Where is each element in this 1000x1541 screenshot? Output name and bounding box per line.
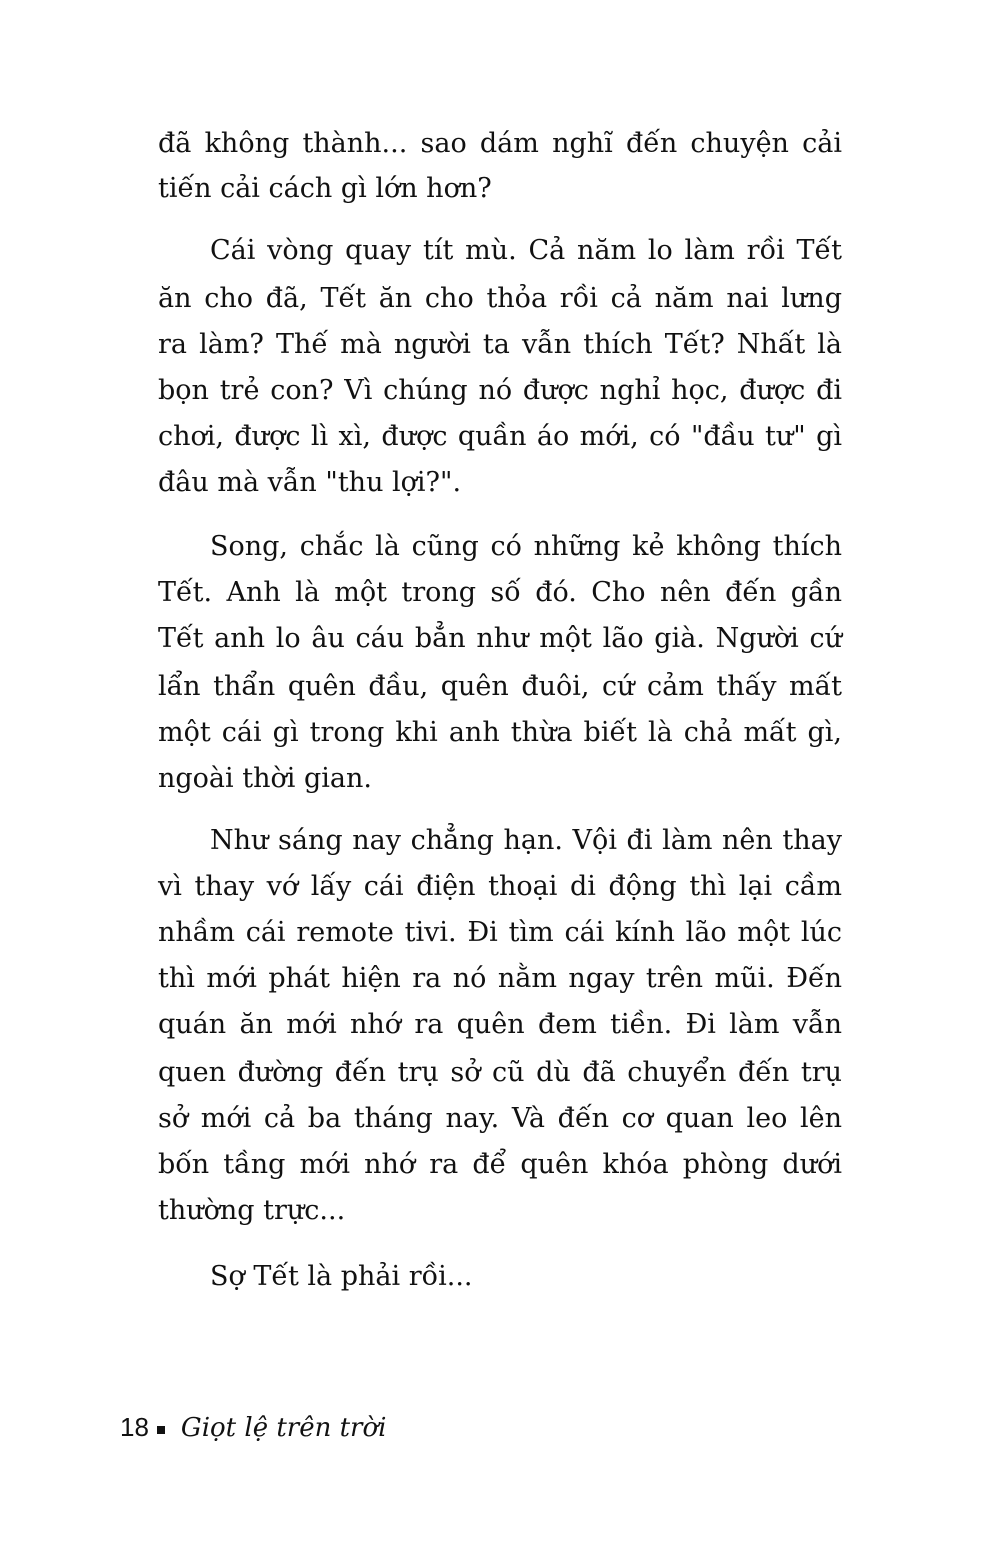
text-line: bọn trẻ con? Vì chúng nó được nghỉ học, được đi: [158, 375, 842, 406]
text-line: sở mới cả ba tháng nay. Và đến cơ quan leo lên: [158, 1103, 842, 1134]
text-line: chơi, được lì xì, được quần áo mới, có "đầu tư" gì: [158, 421, 842, 452]
text-line: ăn cho đã, Tết ăn cho thỏa rồi cả năm nai lưng: [158, 283, 842, 314]
text-line: lẩn thẩn quên đầu, quên đuôi, cứ cảm thấy mất: [158, 671, 842, 702]
text-line: Tết. Anh là một trong số đó. Cho nên đến gần: [158, 577, 842, 608]
text-line: đâu mà vẫn "thu lợi?".: [158, 467, 462, 498]
text-line: ngoài thời gian.: [158, 763, 372, 794]
text-line: Song, chắc là cũng có những kẻ không thích: [210, 531, 842, 562]
text-line: nhầm cái remote tivi. Đi tìm cái kính lão một lúc: [158, 917, 842, 948]
page-footer: [120, 1412, 386, 1443]
text-line: thì mới phát hiện ra nó nằm ngay trên mũi. Đến: [158, 963, 842, 994]
text-line: đã không thành... sao dám nghĩ đến chuyện cải: [158, 128, 842, 159]
text-line: tiến cải cách gì lớn hơn?: [158, 173, 492, 204]
text-line: quán ăn mới nhớ ra quên đem tiền. Đi làm vẫn: [158, 1009, 842, 1040]
page-number: 18: [120, 1412, 149, 1442]
text-line: quen đường đến trụ sở cũ dù đã chuyển đến trụ: [158, 1057, 842, 1088]
text-line: Như sáng nay chẳng hạn. Vội đi làm nên thay: [210, 825, 842, 856]
text-line: Tết anh lo âu cáu bẳn như một lão già. Người cứ: [158, 623, 842, 654]
text-line: Cái vòng quay tít mù. Cả năm lo làm rồi Tết: [210, 235, 842, 266]
square-bullet-icon: [157, 1426, 165, 1434]
text-line: bốn tầng mới nhớ ra để quên khóa phòng dưới: [158, 1149, 842, 1180]
text-line: Sợ Tết là phải rồi...: [210, 1261, 473, 1292]
text-line: ra làm? Thế mà người ta vẫn thích Tết? Nhất là: [158, 329, 842, 360]
text-line: một cái gì trong khi anh thừa biết là chả mất gì,: [158, 717, 842, 748]
text-line: vì thay vớ lấy cái điện thoại di động thì lại cầm: [158, 871, 842, 902]
text-line: thường trực...: [158, 1195, 346, 1226]
book-title: Giọt lệ trên trời: [180, 1412, 387, 1443]
